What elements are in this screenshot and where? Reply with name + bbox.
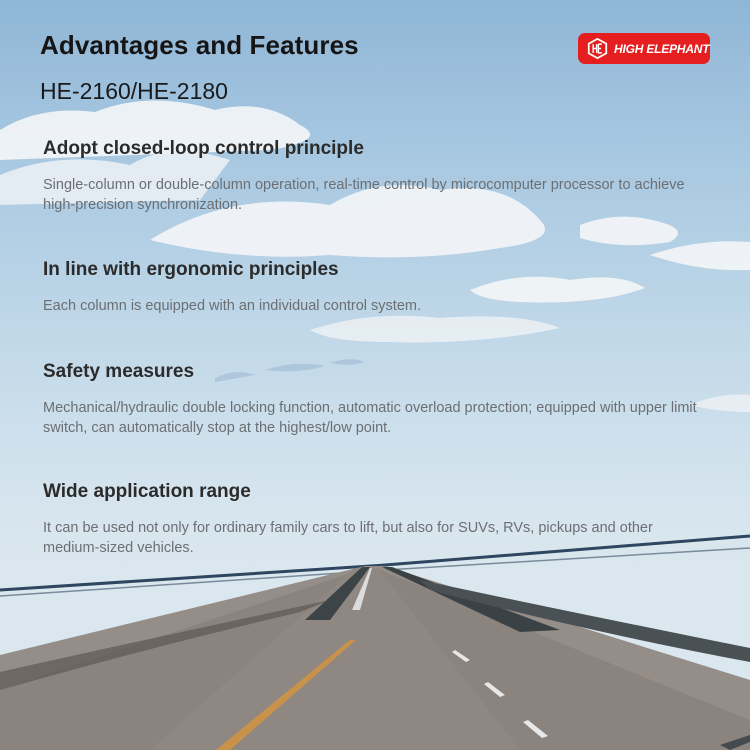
feature-application-range [43, 480, 703, 558]
feature-heading: Wide application range [43, 481, 251, 502]
feature-description: Mechanical/hydraulic double locking function, automatic overload protection; equipped with upper limit switch, can automatically stop at the highest/low point. [43, 400, 697, 436]
feature-heading: Safety measures [43, 361, 195, 382]
model-number: HE-2160/HE-2180 [40, 78, 228, 104]
feature-description: Each column is equipped with an individual control system. [43, 298, 422, 314]
feature-description: It can be used not only for ordinary family cars to lift, but also for SUVs, RVs, pickups and other medium-sized vehicles. [43, 520, 653, 556]
elephant-logo-icon [587, 38, 608, 59]
brand-name: HIGH ELEPHANT [614, 41, 710, 56]
feature-safety [43, 360, 703, 438]
feature-ergonomic [43, 258, 703, 316]
brand-badge [578, 33, 710, 64]
feature-description: Single-column or double-column operation, real-time control by microcomputer processor to achieve high-precision synchronization. [43, 177, 685, 213]
feature-heading: In line with ergonomic principles [43, 259, 339, 280]
page-title: Advantages and Features [40, 30, 359, 60]
feature-closed-loop [43, 137, 703, 215]
feature-heading: Adopt closed-loop control principle [43, 138, 364, 159]
